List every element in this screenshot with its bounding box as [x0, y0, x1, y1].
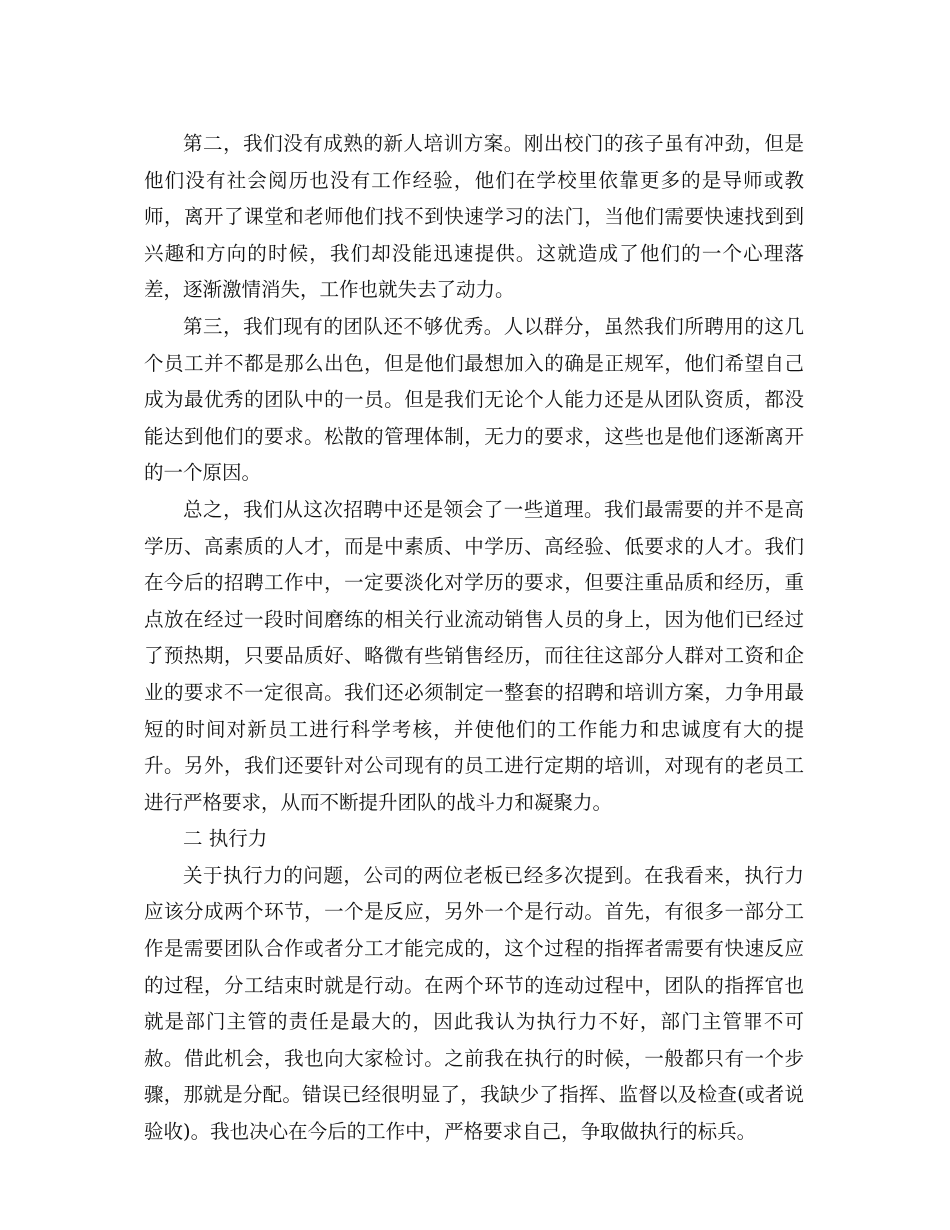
paragraph-team-quality: 第三，我们现有的团队还不够优秀。人以群分，虽然我们所聘用的这几个员工并不都是那么出色，但是他们最想加入的确是正规军，他们希望自己成为最优秀的团队中的一员。但是我们无论个人能力还是从团队资质，都没能达到他们的要求。松散的管理体制，无力的要求，这些也是他们逐渐离开的一个原因。	[144, 314, 804, 485]
paragraph-training-plan: 第二，我们没有成熟的新人培训方案。刚出校门的孩子虽有冲劲，但是他们没有社会阅历也没有工作经验，他们在学校里依靠更多的是导师或教师，离开了课堂和老师他们找不到快速学习的法门，当他们需要快速找到到兴趣和方向的时候，我们却没能迅速提供。这就造成了他们的一个心理落差，逐渐激情消失，工作也就失去了动力。	[144, 132, 804, 302]
section-heading-execution: 二 执行力	[183, 827, 268, 851]
paragraph-summary: 总之，我们从这次招聘中还是领会了一些道理。我们最需要的并不是高学历、高素质的人才，而是中素质、中学历、高经验、低要求的人才。我们在今后的招聘工作中，一定要淡化对学历的要求，但要注重品质和经历，重点放在经过一段时间磨练的相关行业流动销售人员的身上，因为他们已经过了预热期，只要品质好、略微有些销售经历，而往往这部分人群对工资和企业的要求不一定很高。我们还必须制定一整套的招聘和培训方案，力争用最短的时间对新员工进行科学考核，并使他们的工作能力和忠诚度有大的提升。另外，我们还要针对公司现有的员工进行定期的培训，对现有的老员工进行严格要求，从而不断提升团队的战斗力和凝聚力。	[144, 497, 804, 814]
document-body	[144, 126, 804, 1151]
paragraph-execution: 关于执行力的问题，公司的两位老板已经多次提到。在我看来，执行力应该分成两个环节，一个是反应，另外一个是行动。首先，有很多一部分工作是需要团队合作或者分工才能完成的，这个过程的指挥者需要有快速反应的过程，分工结束时就是行动。在两个环节的连动过程中，团队的指挥官也就是部门主管的责任是最大的，因此我认为执行力不好，部门主管罪不可赦。借此机会，我也向大家检讨。之前我在执行的时候，一般都只有一个步骤，那就是分配。错误已经很明显了，我缺少了指挥、监督以及检查(或者说验收)。我也决心在今后的工作中，严格要求自己，争取做执行的标兵。	[144, 863, 804, 1144]
